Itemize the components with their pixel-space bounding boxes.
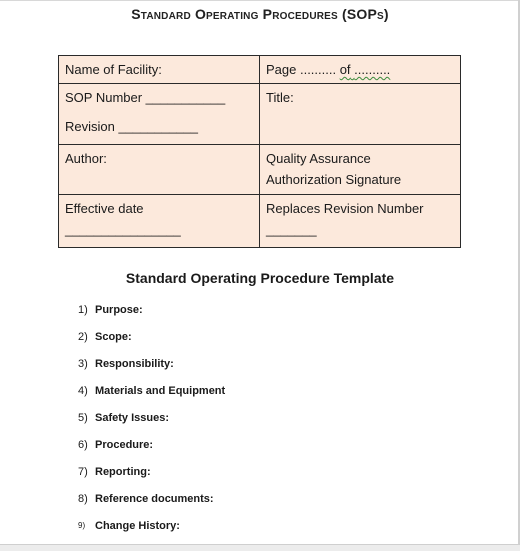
template-heading: Standard Operating Procedure Template bbox=[125, 270, 395, 286]
page-label-text: Page .......... bbox=[266, 62, 340, 77]
effective-date-cell bbox=[59, 195, 260, 248]
page-of-dots: .......... bbox=[354, 62, 391, 77]
section-number: 2) bbox=[78, 331, 88, 343]
sop-number-cell bbox=[59, 84, 260, 145]
sop-number-label: SOP Number ___________ bbox=[65, 90, 226, 105]
author-cell bbox=[59, 145, 260, 195]
revision-label: Revision ___________ bbox=[65, 119, 198, 134]
section-number: 9) bbox=[78, 521, 86, 530]
section-label: Reporting: bbox=[95, 466, 151, 478]
section-label: Purpose: bbox=[95, 304, 143, 316]
section-number: 3) bbox=[78, 358, 88, 370]
author-label: Author: bbox=[65, 151, 107, 166]
template-section-list bbox=[78, 302, 225, 545]
section-number: 5) bbox=[78, 412, 88, 424]
qa-label-line1: Quality Assurance bbox=[266, 151, 371, 166]
replaces-revision-blank: _______ bbox=[266, 222, 317, 237]
page-label bbox=[266, 59, 454, 80]
page-bottom-edge bbox=[0, 544, 520, 551]
list-item bbox=[78, 464, 225, 491]
document-title: Standard Operating Procedures (SOPs) bbox=[131, 6, 389, 22]
section-label: Responsibility: bbox=[95, 358, 174, 370]
list-item bbox=[78, 410, 225, 437]
replaces-revision-cell bbox=[260, 195, 461, 248]
sop-info-table bbox=[58, 55, 461, 248]
list-item bbox=[78, 518, 225, 545]
table-row bbox=[59, 84, 461, 145]
section-label: Scope: bbox=[95, 331, 132, 343]
section-label: Procedure: bbox=[95, 439, 154, 451]
section-number: 1) bbox=[78, 304, 88, 316]
page-of-word: of bbox=[339, 62, 351, 77]
effective-date-label: Effective date bbox=[65, 201, 144, 216]
section-label: Safety Issues: bbox=[95, 412, 169, 424]
page-of-text bbox=[340, 62, 391, 77]
list-item bbox=[78, 491, 225, 518]
facility-cell bbox=[59, 56, 260, 84]
list-item bbox=[78, 302, 225, 329]
table-row bbox=[59, 195, 461, 248]
qa-signature-cell bbox=[260, 145, 461, 195]
list-item bbox=[78, 329, 225, 356]
section-number: 4) bbox=[78, 385, 88, 397]
facility-label: Name of Facility: bbox=[65, 62, 162, 77]
replaces-revision-label: Replaces Revision Number bbox=[266, 201, 424, 216]
table-row bbox=[59, 145, 461, 195]
section-number: 7) bbox=[78, 466, 88, 478]
table-row bbox=[59, 56, 461, 84]
list-item bbox=[78, 437, 225, 464]
section-label: Change History: bbox=[95, 520, 180, 532]
section-label: Materials and Equipment bbox=[95, 385, 226, 397]
title-cell bbox=[260, 84, 461, 145]
page-top-edge bbox=[0, 0, 520, 1]
list-item bbox=[78, 356, 225, 383]
section-number: 6) bbox=[78, 439, 88, 451]
effective-date-blank: ________________ bbox=[65, 222, 181, 237]
section-number: 8) bbox=[78, 493, 88, 505]
section-label: Reference documents: bbox=[95, 493, 214, 505]
list-item bbox=[78, 383, 225, 410]
title-label: Title: bbox=[266, 90, 294, 105]
page-cell bbox=[260, 56, 461, 84]
qa-label-line2: Authorization Signature bbox=[266, 172, 402, 187]
